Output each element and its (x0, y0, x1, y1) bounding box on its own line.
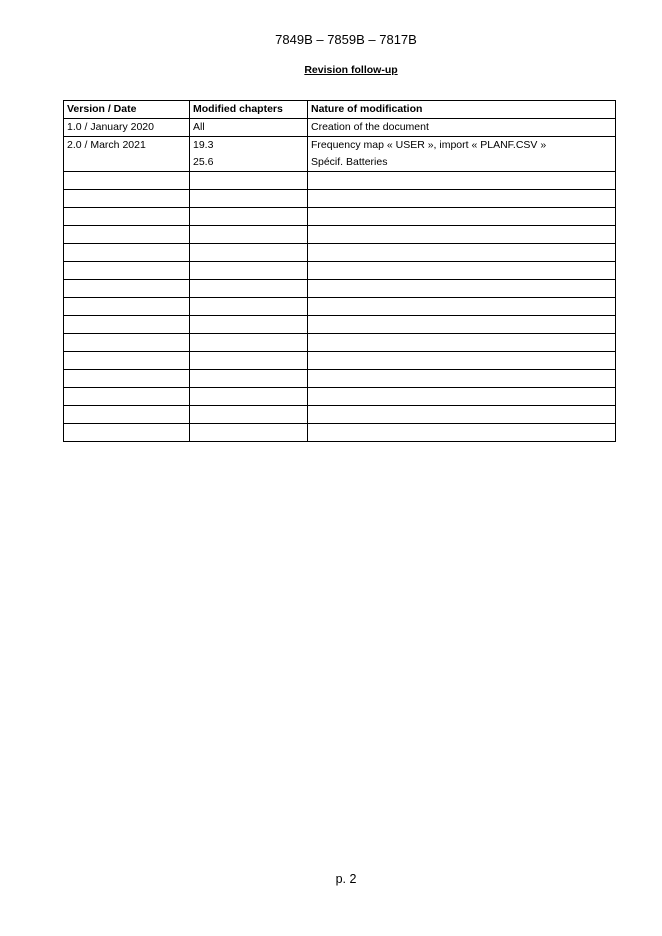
empty-cell (64, 172, 190, 190)
document-title: 7849B – 7859B – 7817B (275, 32, 417, 47)
empty-cell (64, 190, 190, 208)
empty-rows (64, 172, 616, 442)
empty-cell (190, 298, 308, 316)
empty-cell (190, 316, 308, 334)
column-header-chapters: Modified chapters (190, 101, 308, 119)
empty-cell (64, 280, 190, 298)
column-header-version: Version / Date (64, 101, 190, 119)
empty-cell (190, 388, 308, 406)
empty-cell (64, 406, 190, 424)
empty-cell (308, 316, 616, 334)
empty-cell (308, 190, 616, 208)
modification-entry: Spécif. Batteries (311, 156, 388, 168)
table-row (64, 119, 616, 137)
empty-cell (64, 298, 190, 316)
empty-cell (190, 352, 308, 370)
empty-cell (308, 334, 616, 352)
empty-cell (190, 280, 308, 298)
empty-cell (308, 370, 616, 388)
chapters-cell (190, 137, 308, 172)
table-header-row (64, 101, 616, 119)
empty-table-row (64, 172, 616, 190)
chapters-cell (190, 119, 308, 137)
empty-table-row (64, 262, 616, 280)
empty-table-row (64, 370, 616, 388)
empty-cell (64, 388, 190, 406)
empty-cell (308, 262, 616, 280)
empty-cell (308, 280, 616, 298)
empty-cell (308, 298, 616, 316)
empty-table-row (64, 244, 616, 262)
empty-table-row (64, 190, 616, 208)
modification-cell (308, 119, 616, 137)
empty-cell (64, 316, 190, 334)
chapter-entry: All (193, 121, 205, 133)
empty-table-row (64, 424, 616, 442)
empty-cell (308, 388, 616, 406)
empty-cell (308, 172, 616, 190)
modification-entry: Frequency map « USER », import « PLANF.CSV » (311, 139, 547, 151)
empty-cell (190, 334, 308, 352)
empty-cell (64, 226, 190, 244)
empty-cell (190, 208, 308, 226)
empty-cell (190, 262, 308, 280)
empty-cell (308, 244, 616, 262)
empty-cell (190, 190, 308, 208)
empty-table-row (64, 334, 616, 352)
empty-table-row (64, 388, 616, 406)
chapter-entry: 19.3 (193, 139, 214, 151)
empty-table-row (64, 352, 616, 370)
version-cell: 2.0 / March 2021 (64, 137, 190, 172)
empty-cell (190, 406, 308, 424)
empty-cell (64, 424, 190, 442)
empty-table-row (64, 316, 616, 334)
empty-cell (64, 334, 190, 352)
empty-cell (190, 226, 308, 244)
empty-cell (64, 352, 190, 370)
empty-table-row (64, 406, 616, 424)
chapter-entry: 25.6 (193, 156, 214, 168)
version-cell: 1.0 / January 2020 (64, 119, 190, 137)
page-number: p. 2 (335, 872, 357, 886)
empty-table-row (64, 208, 616, 226)
empty-cell (190, 244, 308, 262)
empty-cell (308, 424, 616, 442)
section-title: Revision follow-up (304, 64, 398, 76)
revision-table (63, 100, 616, 442)
empty-cell (308, 352, 616, 370)
empty-cell (64, 244, 190, 262)
table-row (64, 137, 616, 172)
empty-cell (64, 208, 190, 226)
modification-cell (308, 137, 616, 172)
column-header-modification: Nature of modification (308, 101, 616, 119)
empty-cell (190, 172, 308, 190)
empty-table-row (64, 226, 616, 244)
empty-cell (64, 262, 190, 280)
empty-cell (308, 406, 616, 424)
empty-table-row (64, 298, 616, 316)
modification-entry: Creation of the document (311, 121, 429, 133)
empty-cell (190, 370, 308, 388)
empty-cell (308, 226, 616, 244)
empty-cell (308, 208, 616, 226)
empty-cell (190, 424, 308, 442)
empty-cell (64, 370, 190, 388)
empty-table-row (64, 280, 616, 298)
